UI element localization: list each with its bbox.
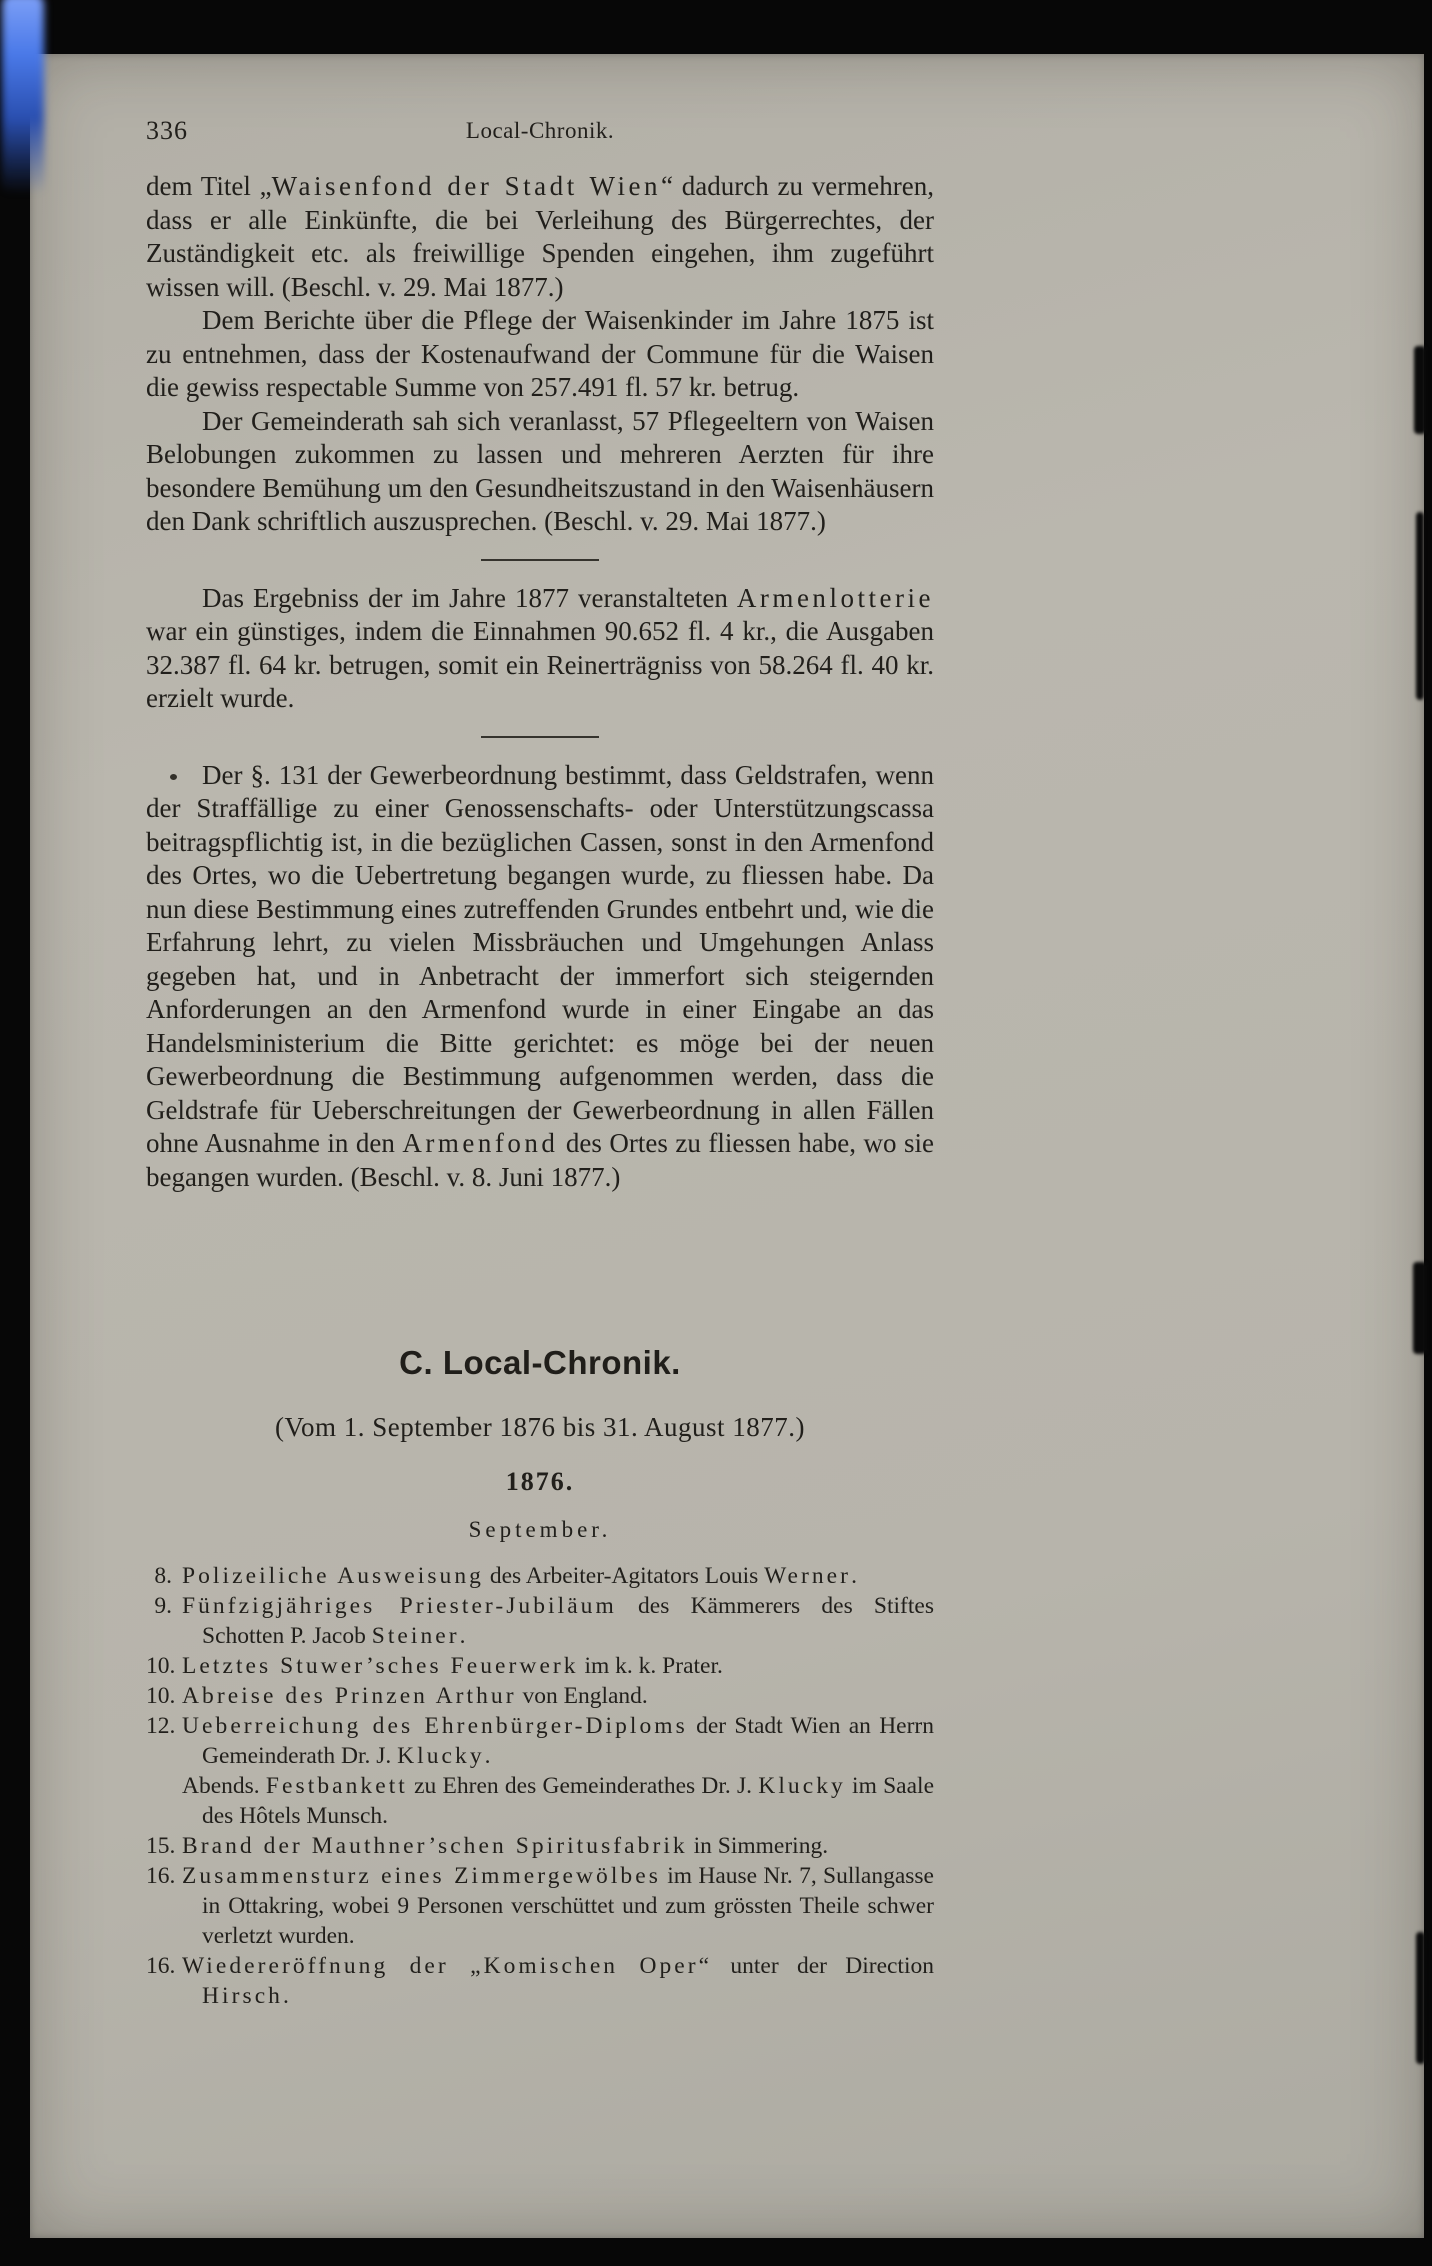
chronicle-entry [146, 1771, 934, 1831]
entry-text [182, 1773, 934, 1829]
text-run: von England. [516, 1683, 648, 1709]
spaced-emphasis-text: Letztes Stuwer’sches Feuerwerk [182, 1653, 579, 1679]
text-run: in Simmering. [687, 1833, 829, 1859]
text-run: im k. k. Prater. [578, 1653, 723, 1679]
spaced-emphasis-text: Steiner [371, 1623, 460, 1649]
text-run: dem Titel „ [146, 171, 272, 201]
body-paragraph [146, 405, 934, 539]
running-header: Local-Chronik. [465, 118, 615, 143]
body-blocks [146, 170, 934, 1194]
text-run: Das Ergebniss der im Jahre 1877 veranstalteten [202, 582, 737, 613]
entry-date: 9. [154, 1593, 172, 1619]
entry-date: 16. [146, 1953, 176, 1979]
text-run: Der Gemeinderath sah sich veranlasst, 57 Pflegeeltern von Waisen Belobungen zukommen zu lassen und mehreren Aerzten für ihre besondere Bemühung um den Gesundheitszustand in den Waisenhäusern den Dank schriftlich auszusprechen. (Beschl. v. 29. Mai 1877.) [146, 405, 934, 536]
text-run: Dem Berichte über die Pflege der Waisenkinder im Jahre 1875 ist zu entnehmen, dass der Kostenaufwand der Commune für die Waisen die gewiss respectable Summe von 257.491 fl. 57 kr. betrug. [146, 305, 934, 402]
chronicle-entry [146, 1831, 934, 1861]
chronicle-entry [146, 1681, 934, 1711]
text-column [146, 54, 934, 2011]
text-run: . [459, 1623, 466, 1649]
chronicle-entry [146, 1861, 934, 1951]
page-number: 336 [146, 116, 188, 145]
text-run: . [851, 1563, 857, 1589]
text-run: Abends. [182, 1773, 266, 1799]
spaced-emphasis-text: Ueberreichung des Ehrenbürger-Diploms [182, 1713, 688, 1739]
text-run: des Arbeiter-Agitators Louis [483, 1563, 765, 1589]
book-page [30, 54, 1424, 2238]
chronicle-entries [146, 1561, 934, 2011]
entry-text [182, 1863, 934, 1949]
month-heading: September. [468, 1517, 612, 1542]
section-divider [481, 736, 599, 738]
scan-edge-mark [1416, 1932, 1425, 2064]
spaced-emphasis-text: Abreise des Prinzen Arthur [182, 1683, 517, 1709]
entry-text [182, 1953, 934, 2009]
entry-text [182, 1563, 857, 1589]
text-run: zu Ehren des Gemeinderathes Dr. J. [407, 1773, 759, 1799]
chronicle-entry [146, 1951, 934, 2011]
entry-text [182, 1713, 934, 1769]
body-paragraph [146, 582, 934, 716]
entry-date: 10. [146, 1653, 176, 1679]
text-run: . [282, 1983, 289, 2009]
chronicle-entry [146, 1651, 934, 1681]
entry-date: 8. [154, 1563, 172, 1589]
text-run: im Hause Nr. 7, Sullangasse in Ottakring, wobei 9 Personen verschüttet und zum grössten Theile schwer verletzt wurden. [202, 1863, 934, 1949]
text-run: im Saale des Hôtels Munsch. [202, 1773, 935, 1829]
text-run: “ dadurch zu vermehren, dass er alle Einkünfte, die bei Verleihung des Bürgerrechtes, der Zuständigkeit etc. als freiwillige Spenden eingehen, ihm zugeführt wissen will. (Beschl. v. 29. Mai 1877.) [146, 171, 934, 302]
text-run: Der §. 131 der Gewerbeordnung bestimmt, dass Geldstrafen, wenn der Straffällige zu einer Genossenschafts- oder Unterstützungscassa beitragspflichtig ist, in die bezüglichen Cassen, sonst in den Armenfond des Ortes, wo die Uebertretung begangen wurde, zu fliessen habe. Da nun diese Bestimmung eines zutreffenden Grundes entbehrt und, wie die Erfahrung lehrt, zu vielen Missbräuchen und Umgehungen Anlass gegeben hat, und in Anbetracht der immerfort sich steigernden Anforderungen an den Armenfond wurde in einer Eingabe an das Handelsministerium die Bitte gerichtet: es möge bei der neuen Gewerbeordnung die Bestimmung aufgenommen werden, dass die Geldstrafe für Ueberschreitungen der Gewerbeordnung in allen Fällen ohne Ausnahme in den [146, 759, 934, 1158]
section-subheading: (Vom 1. September 1876 bis 31. August 1877.) [275, 1412, 805, 1442]
page-header [146, 54, 934, 144]
scan-edge-mark [1413, 1262, 1427, 1354]
entry-date: 16. [146, 1863, 176, 1889]
spaced-emphasis-text: Klucky [397, 1743, 485, 1769]
spaced-emphasis-text: Zusammensturz eines Zimmergewölbes [182, 1863, 661, 1889]
spaced-emphasis-text: Festbankett [265, 1773, 408, 1799]
entry-date: 15. [146, 1833, 176, 1859]
chronicle-entry [146, 1711, 934, 1771]
chronicle-entry [146, 1561, 934, 1591]
entry-date: 10. [146, 1683, 176, 1709]
text-run: der Stadt Wien an Herrn Gemeinderath Dr. J. [202, 1713, 934, 1769]
entry-text [182, 1593, 934, 1649]
text-run: . [484, 1743, 491, 1769]
text-run: des Kämmerers des Stiftes Schotten P. Jacob [202, 1593, 934, 1649]
spaced-emphasis-text: Werner [764, 1563, 852, 1589]
scan-edge-mark [1416, 512, 1424, 700]
section-divider [481, 559, 599, 561]
spaced-emphasis-text: Wiedereröffnung der „Komischen Oper“ [182, 1953, 713, 1979]
spaced-emphasis-text: Klucky [758, 1773, 846, 1799]
spaced-emphasis-text: Waisenfond der Stadt Wien [271, 171, 661, 201]
section-heading: C. Local-Chronik. [399, 1344, 681, 1381]
scan-edge-mark [1414, 346, 1426, 434]
text-run: des Ortes zu fliessen habe, wo sie begangen wurden. (Beschl. v. 8. Juni 1877.) [146, 1128, 934, 1192]
spaced-emphasis-text: Fünfzigjähriges Priester-Jubiläum [182, 1593, 617, 1619]
spaced-emphasis-text: Polizeiliche Ausweisung [182, 1563, 484, 1589]
body-paragraph [146, 304, 934, 405]
year-heading: 1876. [505, 1467, 575, 1496]
chronicle-entry [146, 1591, 934, 1651]
spaced-emphasis-text: Hirsch [202, 1983, 283, 2009]
entry-text [182, 1653, 723, 1679]
entry-text [182, 1833, 828, 1859]
spaced-emphasis-text: Armenlotterie [736, 582, 934, 613]
text-run: war ein günstiges, indem die Einnahmen 90.652 fl. 4 kr., die Ausgaben 32.387 fl. 64 kr. betrugen, somit ein Reinerträgniss von 58.264 fl. 40 kr. erzielt wurde. [146, 616, 934, 713]
entry-text [182, 1683, 648, 1709]
scan-artifact-blue [2, 0, 44, 194]
body-paragraph [146, 759, 934, 1195]
entry-date: 12. [146, 1713, 176, 1739]
spaced-emphasis-text: Armenfond [402, 1128, 559, 1158]
body-paragraph [146, 170, 934, 304]
text-run: unter der Direction [712, 1953, 934, 1979]
spaced-emphasis-text: Brand der Mauthner’schen Spiritusfabrik [182, 1833, 688, 1859]
